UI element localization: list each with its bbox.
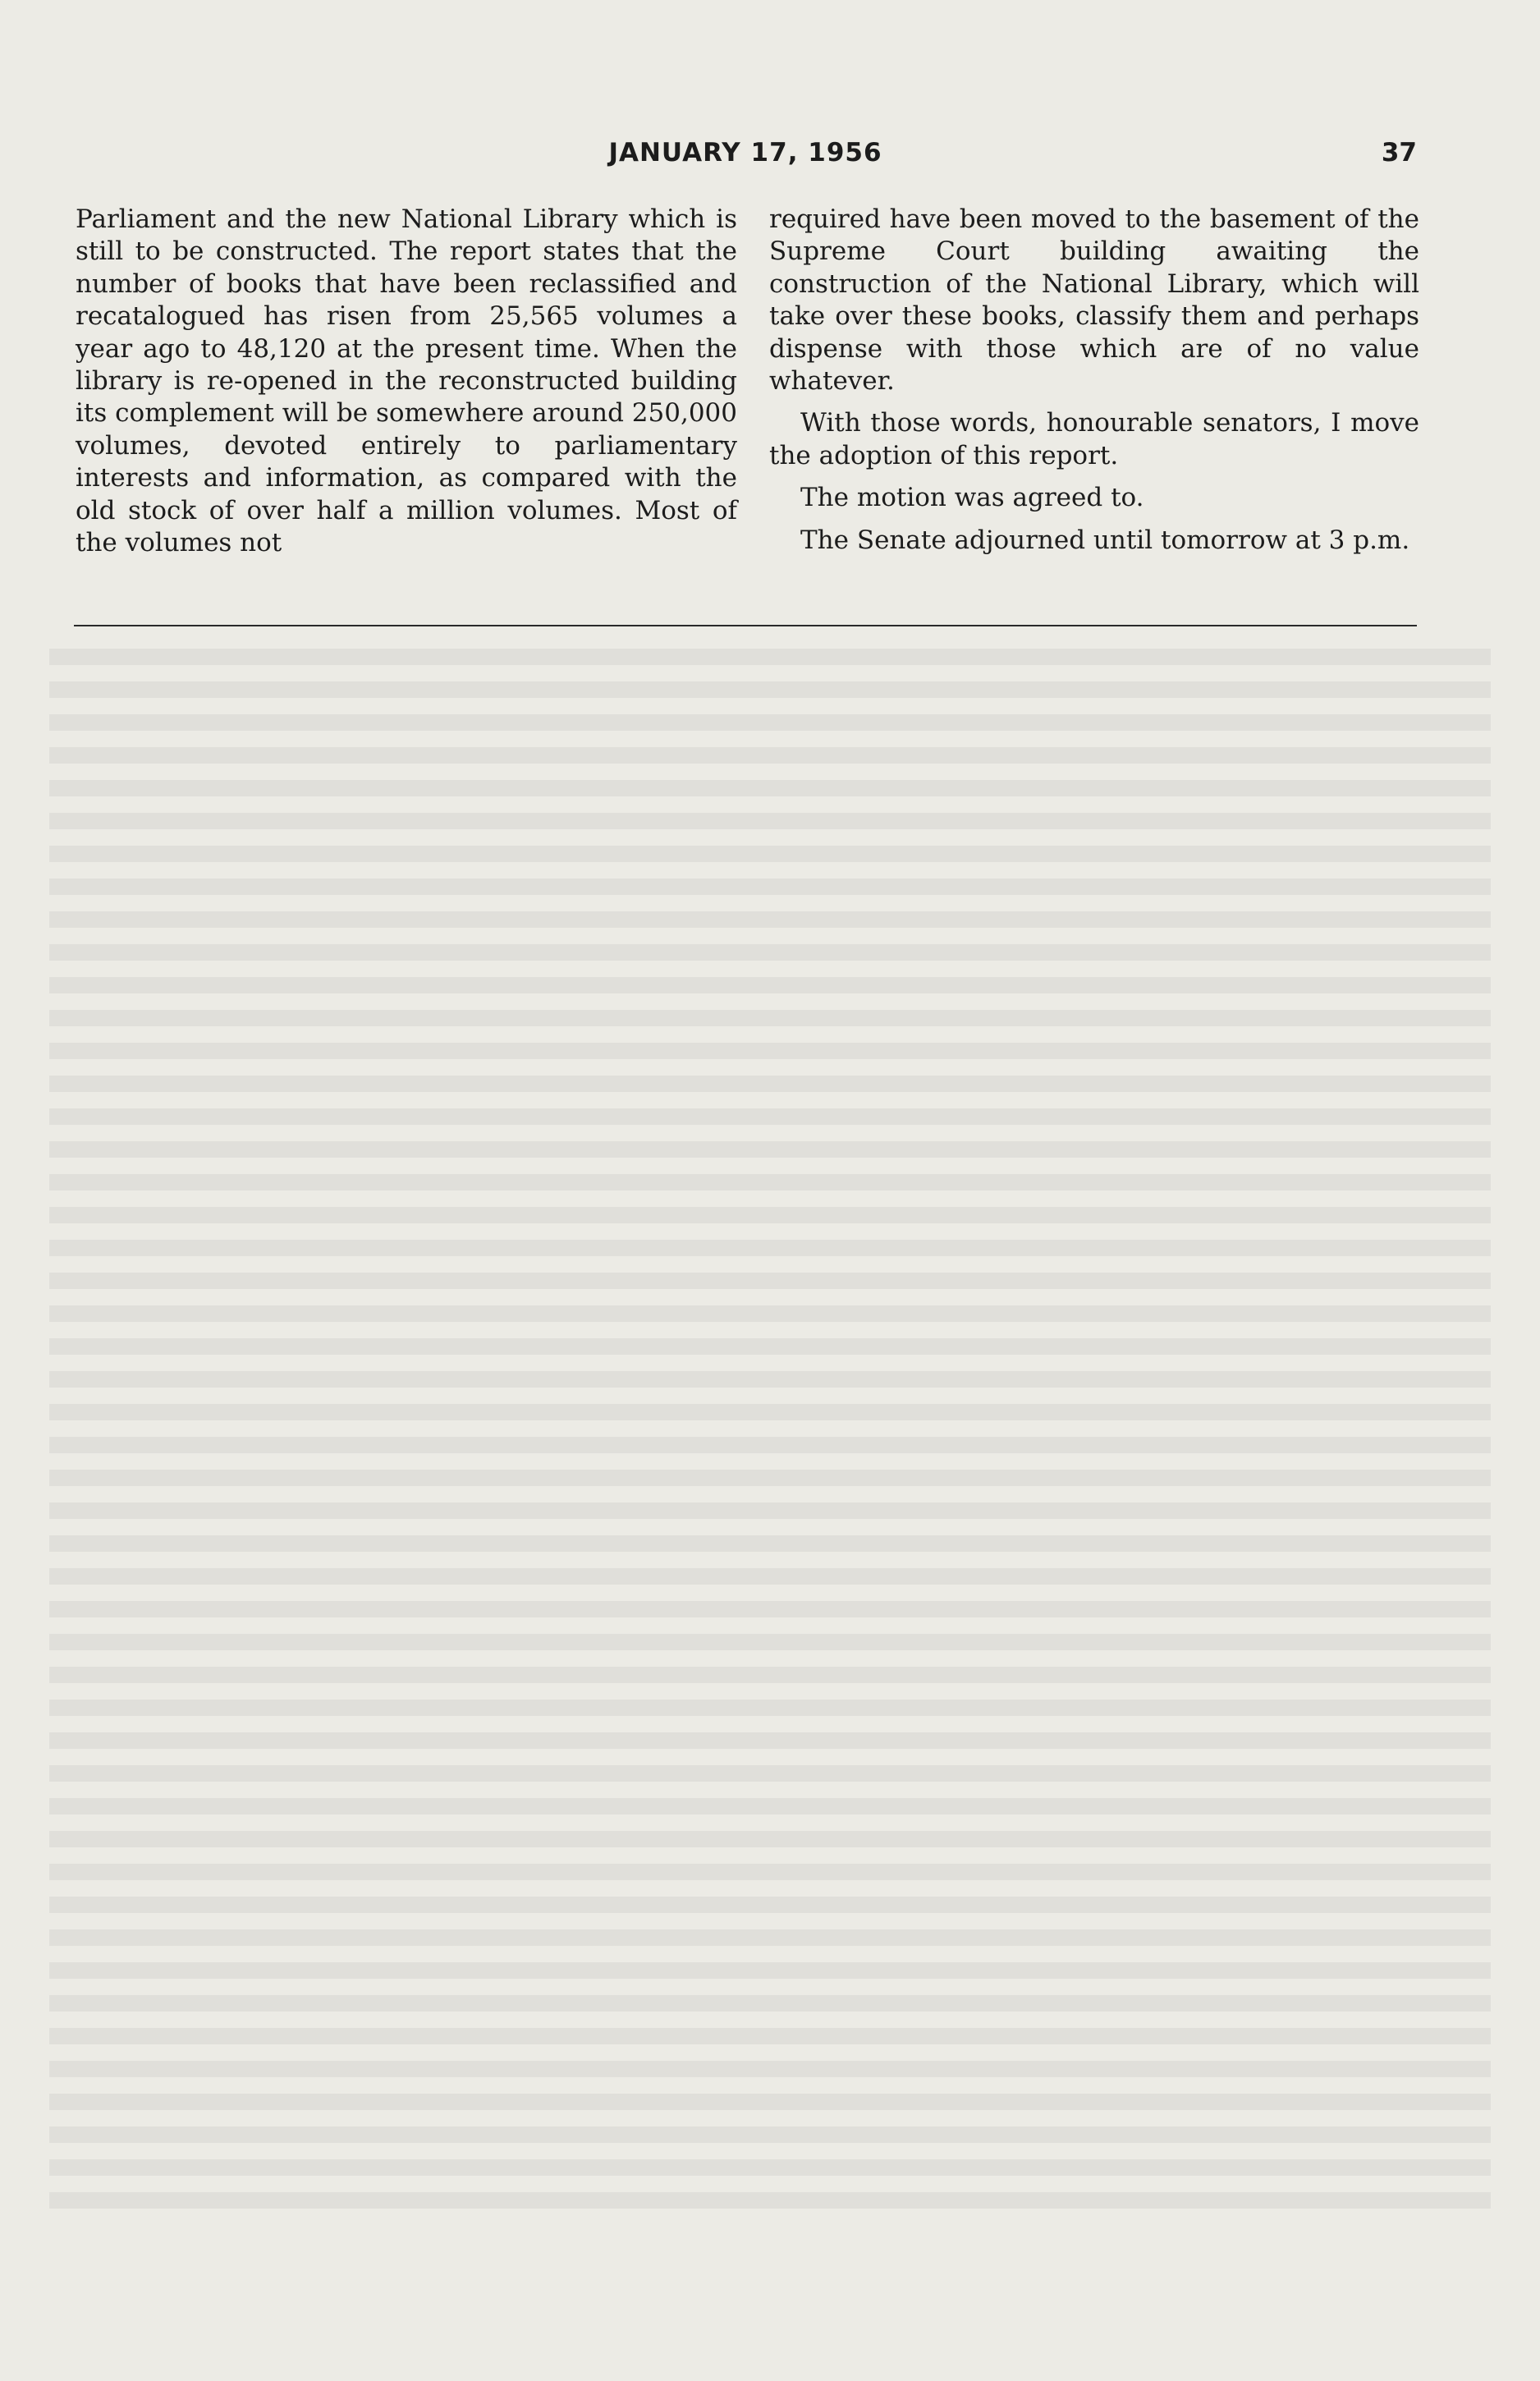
right-paragraph-4: The Senate adjourned until tomorrow at 3 p.m.	[800, 525, 1410, 555]
left-column	[76, 204, 737, 559]
page-number: 37	[1381, 138, 1417, 167]
right-column	[769, 204, 1419, 557]
header-date: JANUARY 17, 1956	[608, 138, 882, 167]
page-header	[74, 138, 1417, 181]
right-paragraph-1: required have been moved to the basement of the Supreme Court building awaiting the construction of the National Library, which will take over these books, classify them and perhaps dispense with those which are of no value whatever.	[769, 204, 1419, 397]
right-paragraph-3: The motion was agreed to.	[800, 483, 1144, 513]
right-paragraph-2: With those words, honourable senators, I move the adoption of this report.	[769, 408, 1419, 470]
show-through-bleed	[49, 649, 1491, 2209]
section-divider-rule	[74, 625, 1417, 626]
left-paragraph-1: Parliament and the new National Library which is still to be constructed. The report states that the number of books that have been reclassified and recatalogued has risen from 25,565 volumes a year ago to 48,120 at the present time. When the library is re-opened in the reconstructed building its complement will be somewhere around 250,000 volumes, devoted entirely to parliamentary interests and information, as compared with the old stock of over half a million volumes. Most of the volumes not	[76, 204, 737, 558]
